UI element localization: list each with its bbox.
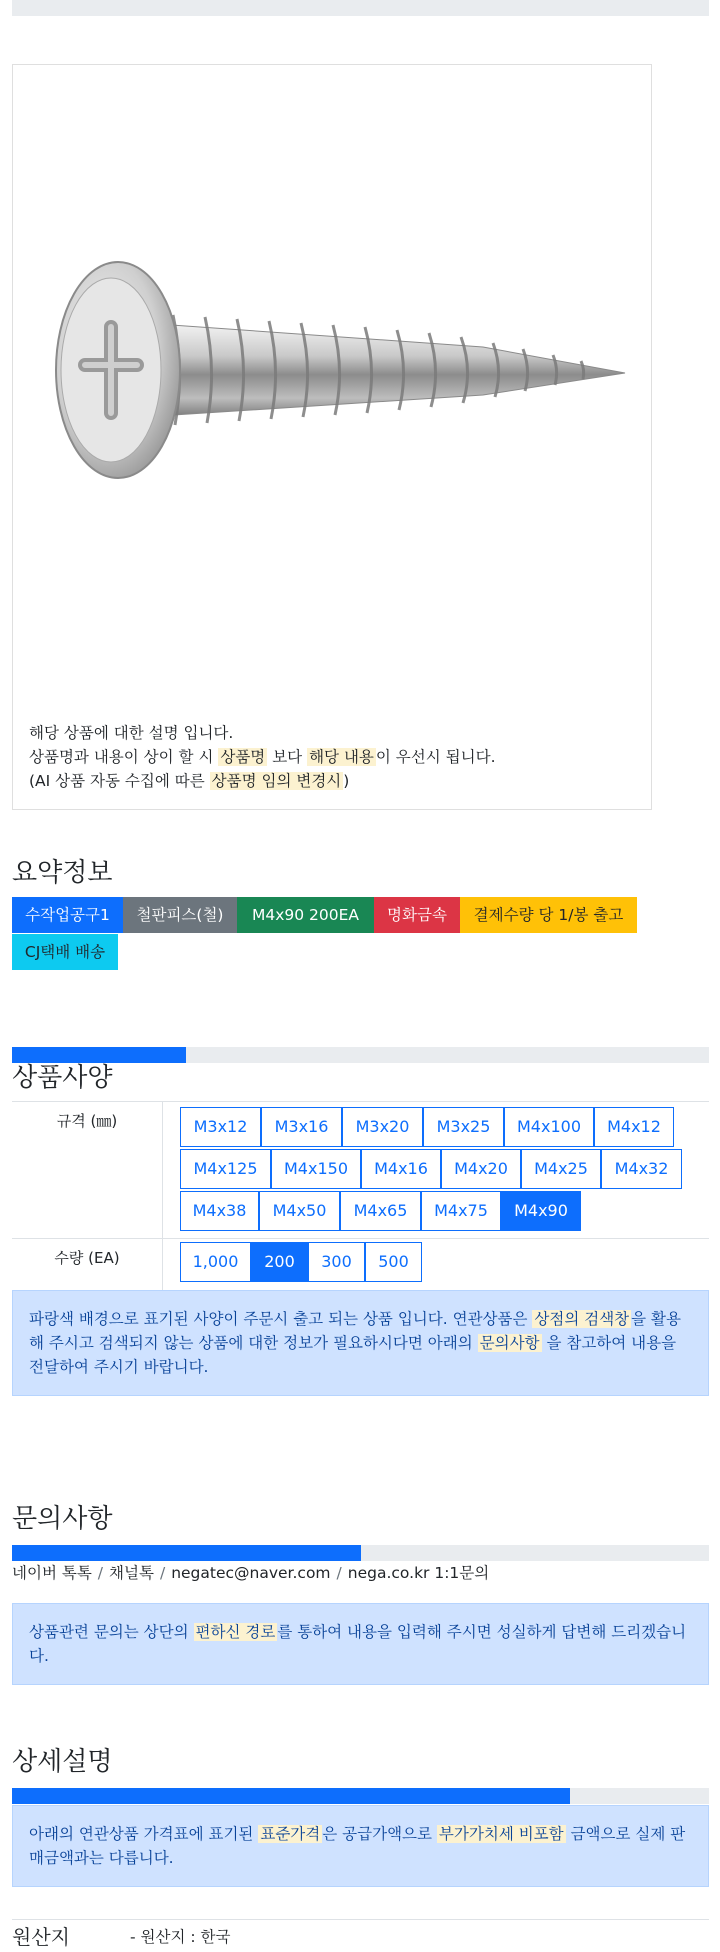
size-option-m4x75[interactable]: M4x75 bbox=[421, 1191, 501, 1231]
badge-material: 철판피스(철) bbox=[123, 897, 237, 933]
highlight-vat-excluded: 부가가치세 비포함 bbox=[438, 1825, 564, 1843]
badge-delivery: CJ택배 배송 bbox=[12, 934, 118, 970]
highlight-content: 해당 내용 bbox=[309, 748, 374, 766]
size-option-m4x25[interactable]: M4x25 bbox=[521, 1149, 601, 1189]
inquiry-progress-fill bbox=[12, 1545, 361, 1561]
inquiry-title: 문의사항 bbox=[12, 1504, 113, 1534]
size-option-m4x16[interactable]: M4x16 bbox=[361, 1149, 441, 1189]
notice-text: 아래의 연관상품 가격표에 표기된 bbox=[29, 1825, 259, 1843]
spec-progress-bar bbox=[12, 1047, 709, 1063]
size-label: 규격 (㎜) bbox=[12, 1102, 163, 1238]
detail-progress-bar bbox=[12, 1788, 709, 1804]
spec-title: 상품사양 bbox=[12, 1063, 113, 1093]
top-progress-bar bbox=[12, 0, 709, 16]
separator: / bbox=[336, 1564, 342, 1582]
product-card bbox=[12, 64, 652, 810]
highlight-inquiry: 문의사항 bbox=[479, 1334, 540, 1352]
size-option-m4x32[interactable]: M4x32 bbox=[601, 1149, 682, 1189]
link-website-inquiry[interactable]: nega.co.kr 1:1문의 bbox=[347, 1564, 490, 1582]
desc-text: (AI 상품 자동 수집에 따른 bbox=[29, 772, 210, 790]
link-channel-talk[interactable]: 채널톡 bbox=[109, 1564, 154, 1582]
spec-table bbox=[12, 1101, 709, 1292]
size-option-m4x90[interactable]: M4x90 bbox=[501, 1191, 581, 1231]
detail-notice bbox=[12, 1805, 709, 1887]
size-option-m3x25[interactable]: M3x25 bbox=[423, 1107, 504, 1147]
inquiry-links bbox=[12, 1561, 489, 1585]
spec-notice bbox=[12, 1290, 709, 1396]
size-option-m3x12[interactable]: M3x12 bbox=[180, 1107, 261, 1147]
qty-option-200[interactable]: 200 bbox=[251, 1242, 308, 1282]
size-option-m4x150[interactable]: M4x150 bbox=[271, 1149, 361, 1189]
highlight-standard-price: 표준가격 bbox=[260, 1825, 321, 1843]
desc-text: 이 우선시 됩니다. bbox=[375, 748, 496, 766]
separator: / bbox=[97, 1564, 104, 1582]
link-naver-talk[interactable]: 네이버 톡톡 bbox=[12, 1564, 92, 1582]
highlight-name-change: 상품명 임의 변경시 bbox=[211, 772, 342, 790]
badge-shipping-unit: 결제수량 당 1/봉 출고 bbox=[460, 897, 637, 933]
desc-line-2 bbox=[29, 745, 496, 769]
highlight-contact-route: 편하신 경로 bbox=[195, 1623, 276, 1641]
origin-divider bbox=[12, 1919, 709, 1920]
separator: / bbox=[159, 1564, 166, 1582]
qty-option-1000[interactable]: 1,000 bbox=[180, 1242, 251, 1282]
desc-text: 보다 bbox=[267, 748, 308, 766]
notice-text: 를 통하여 내용을 입력해 주시면 성실하게 답변해 드리겠습니다. bbox=[29, 1623, 687, 1665]
badge-category: 수작업공구1 bbox=[12, 897, 123, 933]
qty-option-300[interactable]: 300 bbox=[308, 1242, 365, 1282]
notice-text: 파랑색 배경으로 표기된 사양이 주문시 출고 되는 상품 입니다. 연관상품은 bbox=[29, 1310, 533, 1328]
size-option-m4x65[interactable]: M4x65 bbox=[340, 1191, 421, 1231]
origin-label: 원산지 bbox=[12, 1925, 70, 1949]
desc-text: 상품명과 내용이 상이 할 시 bbox=[29, 748, 219, 766]
size-option-m4x50[interactable]: M4x50 bbox=[259, 1191, 340, 1231]
summary-title: 요약정보 bbox=[12, 858, 113, 888]
desc-text: ) bbox=[343, 772, 350, 790]
size-option-m4x12[interactable]: M4x12 bbox=[594, 1107, 674, 1147]
badge-spec: M4x90 200EA bbox=[237, 897, 374, 933]
link-email[interactable]: negatec@naver.com bbox=[171, 1564, 331, 1582]
screw-product-image bbox=[13, 65, 651, 705]
detail-progress-fill bbox=[12, 1788, 570, 1804]
size-option-m4x100[interactable]: M4x100 bbox=[504, 1107, 594, 1147]
origin-value: - 원산지 : 한국 bbox=[130, 1928, 231, 1946]
spec-progress-fill bbox=[12, 1047, 186, 1063]
detail-title: 상세설명 bbox=[12, 1747, 113, 1777]
notice-text: 금액으로 실제 판매금액과는 다릅니다. bbox=[29, 1825, 686, 1867]
highlight-store-search: 상점의 검색창 bbox=[534, 1310, 630, 1328]
inquiry-progress-bar bbox=[12, 1545, 709, 1561]
size-option-m4x38[interactable]: M4x38 bbox=[180, 1191, 259, 1231]
desc-line-3 bbox=[29, 769, 496, 793]
notice-text: 상품관련 문의는 상단의 bbox=[29, 1623, 194, 1641]
notice-text: 을 참고하여 내용을 전달하여 주시기 바랍니다. bbox=[29, 1334, 677, 1376]
product-description bbox=[29, 721, 496, 793]
spec-row-size bbox=[12, 1102, 709, 1239]
size-option-m4x20[interactable]: M4x20 bbox=[441, 1149, 521, 1189]
notice-text: 을 활용해 주시고 검색되지 않는 상품에 대한 정보가 필요하시다면 아래의 bbox=[29, 1310, 682, 1352]
inquiry-notice bbox=[12, 1603, 709, 1685]
highlight-product-name: 상품명 bbox=[220, 748, 266, 766]
qty-label: 수량 (EA) bbox=[12, 1239, 163, 1291]
size-option-m4x125[interactable]: M4x125 bbox=[180, 1149, 271, 1189]
badge-brand: 명화금속 bbox=[374, 897, 460, 933]
desc-line-1: 해당 상품에 대한 설명 입니다. bbox=[29, 724, 234, 742]
notice-text: 은 공급가액으로 bbox=[322, 1825, 437, 1843]
size-option-m3x20[interactable]: M3x20 bbox=[342, 1107, 423, 1147]
spec-row-qty bbox=[12, 1239, 709, 1292]
size-option-m3x16[interactable]: M3x16 bbox=[261, 1107, 342, 1147]
qty-option-500[interactable]: 500 bbox=[365, 1242, 422, 1282]
